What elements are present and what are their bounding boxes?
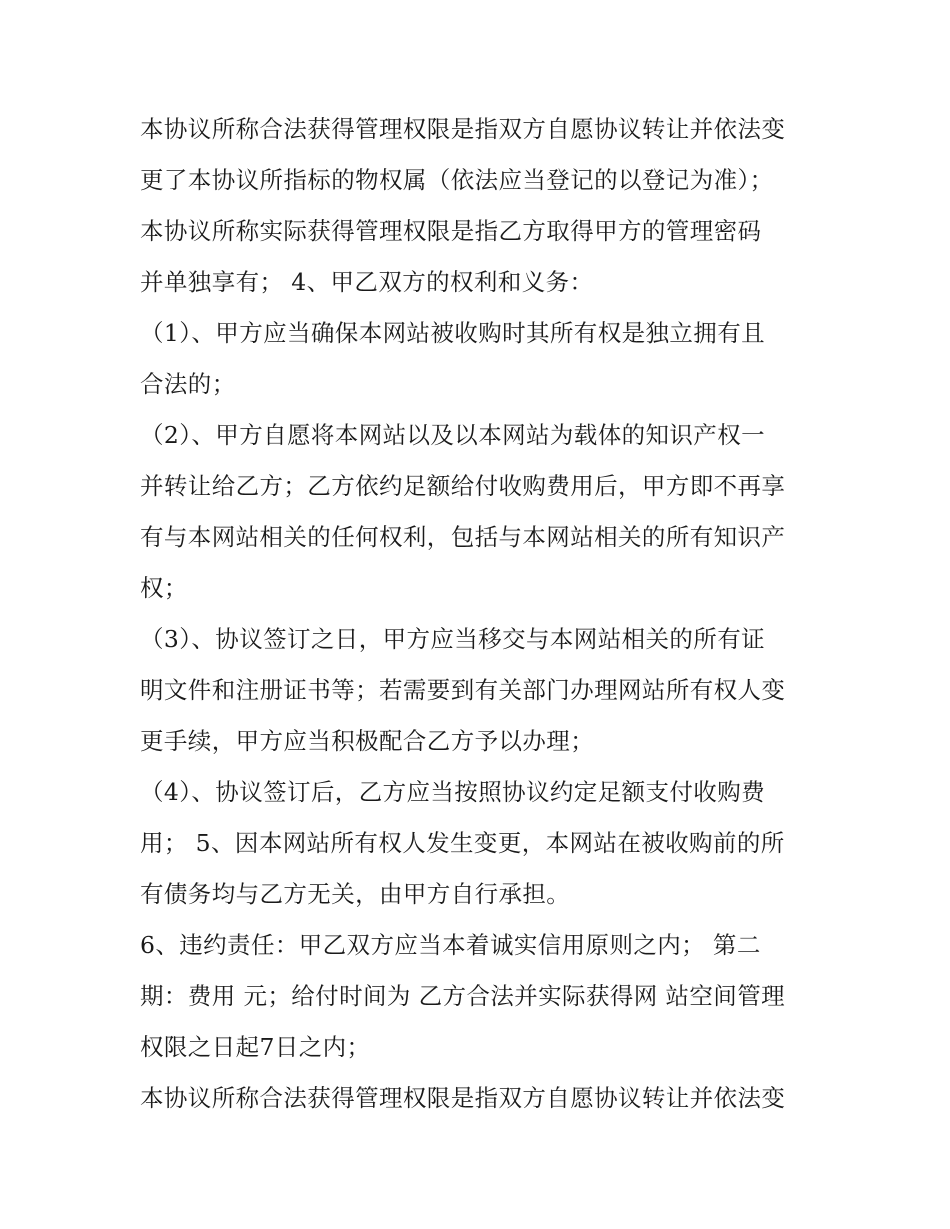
text-line: （2）、甲方自愿将本网站以及以本网站为载体的知识产权一 (140, 421, 766, 449)
text-line: 用； 5、因本网站所有权人发生变更，本网站在被收购前的所 (140, 829, 785, 857)
text-line: 本协议所称合法获得管理权限是指双方自愿协议转让并依法变 (140, 115, 786, 143)
text-line: 并单独享有； 4、甲乙双方的权利和义务： (140, 268, 594, 296)
text-line: 更了本协议所指标的物权属（依法应当登记的以登记为准）； (140, 166, 774, 194)
text-line: 本协议所称合法获得管理权限是指双方自愿协议转让并依法变 (140, 1084, 786, 1112)
text-line: （1）、甲方应当确保本网站被收购时其所有权是独立拥有且 (140, 319, 766, 347)
text-line: 权； (140, 574, 188, 602)
text-line: （3）、协议签订之日，甲方应当移交与本网站相关的所有证 (140, 625, 766, 653)
text-line: 6、违约责任：甲乙双方应当本着诚实信用原则之内； 第二 (140, 931, 761, 959)
text-line: 权限之日起7日之内； (140, 1033, 371, 1061)
text-line: 期：费用 元；给付时间为 乙方合法并实际获得网 站空间管理 (140, 982, 786, 1010)
text-line: 有与本网站相关的任何权利，包括与本网站相关的所有知识产 (140, 523, 786, 551)
text-line: 本协议所称实际获得管理权限是指乙方取得甲方的管理密码 (140, 217, 762, 245)
text-line: 合法的； (140, 370, 236, 398)
text-line: 并转让给乙方；乙方依约足额给付收购费用后，甲方即不再享 (140, 472, 786, 500)
text-line: （4）、协议签订后，乙方应当按照协议约定足额支付收购费 (140, 778, 766, 806)
text-line: 有债务均与乙方无关，由甲方自行承担。 (140, 880, 571, 908)
document-body (140, 104, 830, 1124)
text-line: 更手续，甲方应当积极配合乙方予以办理； (140, 727, 595, 755)
text-line: 明文件和注册证书等；若需要到有关部门办理网站所有权人变 (140, 676, 786, 704)
